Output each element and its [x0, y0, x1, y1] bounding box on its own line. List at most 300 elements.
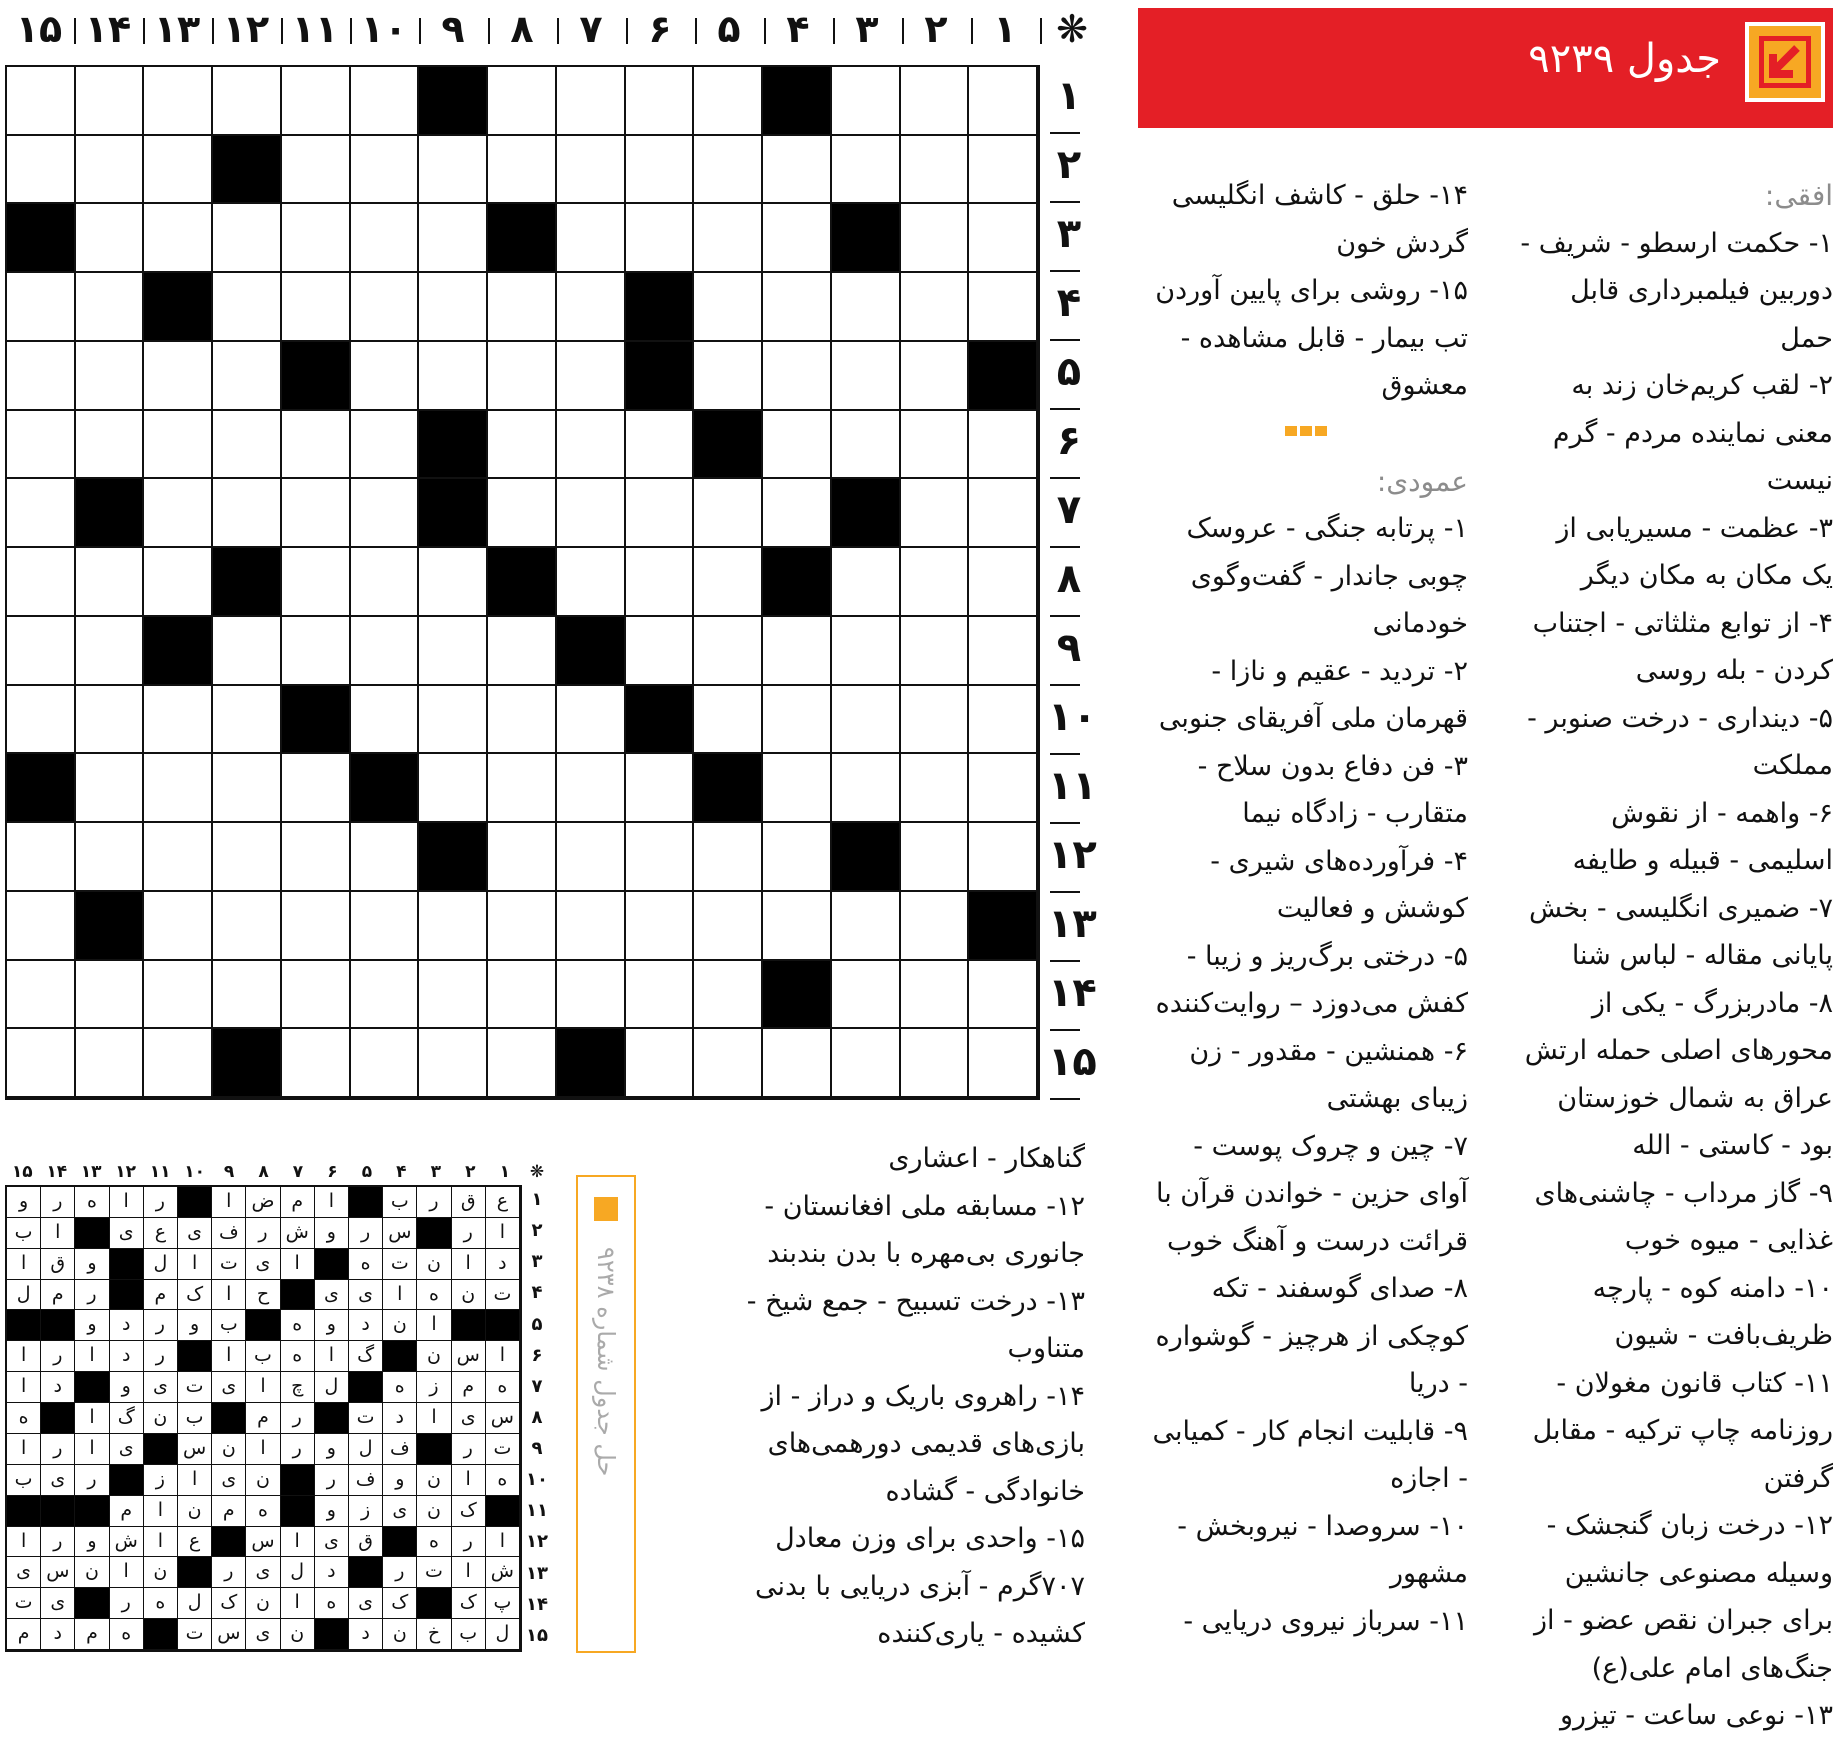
- grid-cell[interactable]: [832, 961, 901, 1030]
- column-divider: [695, 18, 697, 44]
- grid-cell[interactable]: [213, 204, 282, 273]
- solution-cell: ب: [7, 1218, 41, 1249]
- grid-cell[interactable]: [144, 754, 213, 823]
- grid-cell[interactable]: [557, 754, 626, 823]
- grid-cell[interactable]: [76, 411, 145, 480]
- grid-cell[interactable]: [901, 823, 970, 892]
- grid-cell[interactable]: [419, 892, 488, 961]
- solution-row-number: ۵: [531, 1313, 543, 1335]
- solution-cell: د: [315, 1557, 349, 1588]
- grid-cell[interactable]: [76, 204, 145, 273]
- grid-cell[interactable]: [626, 67, 695, 136]
- grid-cell[interactable]: [626, 136, 695, 205]
- grid-cell-blocked: [832, 479, 901, 548]
- grid-cell[interactable]: [7, 136, 76, 205]
- grid-cell[interactable]: [763, 823, 832, 892]
- grid-cell[interactable]: [488, 961, 557, 1030]
- solution-cell: ا: [383, 1280, 417, 1311]
- solution-cell: د: [349, 1619, 383, 1650]
- grid-cell[interactable]: [351, 617, 420, 686]
- grid-cell[interactable]: [832, 617, 901, 686]
- solution-cell: ب: [246, 1341, 280, 1372]
- grid-cell[interactable]: [282, 961, 351, 1030]
- solution-cell: س: [383, 1218, 417, 1249]
- solution-cell-blocked: [7, 1310, 41, 1341]
- grid-cell[interactable]: [213, 342, 282, 411]
- grid-cell[interactable]: [763, 479, 832, 548]
- grid-cell[interactable]: [144, 892, 213, 961]
- solution-label-box: [576, 1175, 636, 1653]
- grid-cell[interactable]: [351, 67, 420, 136]
- grid-cell[interactable]: [763, 754, 832, 823]
- grid-cell[interactable]: [488, 892, 557, 961]
- grid-cell-blocked: [557, 1029, 626, 1098]
- solution-cell-blocked: [178, 1341, 212, 1372]
- grid-cell[interactable]: [557, 273, 626, 342]
- solution-cell: ر: [315, 1465, 349, 1496]
- column-divider: [281, 18, 283, 44]
- grid-cell[interactable]: [144, 204, 213, 273]
- grid-cell[interactable]: [969, 823, 1038, 892]
- solution-cell: ب: [452, 1619, 486, 1650]
- grid-cell[interactable]: [969, 273, 1038, 342]
- solution-cell-blocked: [315, 1249, 349, 1280]
- grid-cell[interactable]: [901, 273, 970, 342]
- grid-cell[interactable]: [557, 686, 626, 755]
- grid-column-number: ۵: [717, 7, 741, 51]
- grid-cell[interactable]: [419, 617, 488, 686]
- solution-cell: ا: [486, 1341, 520, 1372]
- grid-cell[interactable]: [213, 754, 282, 823]
- grid-cell[interactable]: [488, 342, 557, 411]
- grid-cell[interactable]: [626, 548, 695, 617]
- row-divider: [1050, 270, 1080, 272]
- grid-cell[interactable]: [351, 411, 420, 480]
- solution-cell: ا: [212, 1280, 246, 1311]
- grid-cell[interactable]: [694, 342, 763, 411]
- grid-cell[interactable]: [282, 892, 351, 961]
- grid-cell[interactable]: [694, 1029, 763, 1098]
- grid-cell[interactable]: [901, 411, 970, 480]
- solution-cell: ر: [417, 1187, 451, 1218]
- grid-cell[interactable]: [832, 892, 901, 961]
- across-clue: ۱۵- روشی برای پایین آوردن تب بیمار - قابل مشاهده - معشوق: [1155, 275, 1468, 401]
- grid-cell[interactable]: [969, 479, 1038, 548]
- solution-column-number: ۸: [258, 1162, 269, 1182]
- grid-cell[interactable]: [419, 548, 488, 617]
- grid-cell[interactable]: [282, 754, 351, 823]
- grid-cell[interactable]: [901, 686, 970, 755]
- solution-cell: ر: [452, 1218, 486, 1249]
- solution-cell: گ: [349, 1341, 383, 1372]
- grid-cell[interactable]: [351, 136, 420, 205]
- grid-cell[interactable]: [969, 961, 1038, 1030]
- grid-cell[interactable]: [763, 686, 832, 755]
- grid-cell[interactable]: [213, 67, 282, 136]
- grid-cell[interactable]: [419, 273, 488, 342]
- solution-cell-blocked: [178, 1557, 212, 1588]
- grid-cell-blocked: [763, 548, 832, 617]
- solution-cell-blocked: [212, 1403, 246, 1434]
- grid-cell[interactable]: [213, 617, 282, 686]
- grid-cell[interactable]: [488, 411, 557, 480]
- grid-cell[interactable]: [901, 67, 970, 136]
- grid-cell[interactable]: [351, 342, 420, 411]
- grid-cell[interactable]: [832, 548, 901, 617]
- grid-cell[interactable]: [76, 823, 145, 892]
- solution-cell: ا: [7, 1434, 41, 1465]
- grid-cell[interactable]: [488, 273, 557, 342]
- grid-cell[interactable]: [76, 273, 145, 342]
- grid-cell[interactable]: [144, 67, 213, 136]
- grid-cell[interactable]: [763, 342, 832, 411]
- grid-cell[interactable]: [7, 686, 76, 755]
- grid-cell[interactable]: [694, 479, 763, 548]
- grid-cell[interactable]: [557, 961, 626, 1030]
- solution-cell-blocked: [75, 1218, 109, 1249]
- grid-cell[interactable]: [351, 273, 420, 342]
- solution-row-number: ۷: [531, 1375, 543, 1397]
- down-clue: ۷- چین و چروک پوست - آوای حزین - خواندن قرآن با قرائت درست و آهنگ خوب: [1155, 1130, 1468, 1257]
- solution-cell: ه: [144, 1588, 178, 1619]
- grid-cell[interactable]: [557, 892, 626, 961]
- grid-cell[interactable]: [76, 548, 145, 617]
- across-clue: ۱۱- کتاب قانون مغولان - روزنامه چاپ ترکیه - مقابل گرفتن: [1532, 1367, 1833, 1494]
- grid-cell[interactable]: [76, 342, 145, 411]
- grid-column-number: ۱۰: [360, 7, 408, 51]
- row-divider: [1050, 684, 1080, 686]
- grid-cell[interactable]: [7, 892, 76, 961]
- grid-cell-blocked: [694, 754, 763, 823]
- solution-cell: ا: [417, 1403, 451, 1434]
- grid-cell[interactable]: [832, 67, 901, 136]
- grid-cell[interactable]: [626, 892, 695, 961]
- grid-cell[interactable]: [694, 961, 763, 1030]
- grid-cell[interactable]: [351, 823, 420, 892]
- grid-cell[interactable]: [626, 754, 695, 823]
- solution-cell: ه: [315, 1588, 349, 1619]
- grid-cell[interactable]: [282, 479, 351, 548]
- solution-cell: ی: [41, 1465, 75, 1496]
- grid-cell[interactable]: [626, 617, 695, 686]
- grid-cell[interactable]: [76, 961, 145, 1030]
- grid-cell[interactable]: [351, 892, 420, 961]
- grid-cell[interactable]: [213, 273, 282, 342]
- grid-cell[interactable]: [626, 411, 695, 480]
- grid-cell[interactable]: [76, 1029, 145, 1098]
- grid-cell-blocked: [694, 411, 763, 480]
- solution-column-number: ۲: [465, 1162, 476, 1182]
- grid-cell[interactable]: [213, 961, 282, 1030]
- solution-cell: ر: [452, 1434, 486, 1465]
- grid-cell[interactable]: [282, 411, 351, 480]
- grid-cell[interactable]: [763, 1029, 832, 1098]
- grid-cell[interactable]: [351, 686, 420, 755]
- grid-cell[interactable]: [7, 479, 76, 548]
- grid-cell[interactable]: [901, 961, 970, 1030]
- grid-cell[interactable]: [7, 617, 76, 686]
- down-clue: ۹- قابلیت انجام کار - کمیابی - اجازه: [1152, 1415, 1468, 1494]
- grid-cell[interactable]: [351, 961, 420, 1030]
- grid-cell[interactable]: [213, 892, 282, 961]
- grid-cell[interactable]: [901, 1029, 970, 1098]
- grid-cell[interactable]: [488, 823, 557, 892]
- grid-cell[interactable]: [694, 823, 763, 892]
- grid-cell[interactable]: [419, 204, 488, 273]
- grid-cell[interactable]: [351, 204, 420, 273]
- grid-cell[interactable]: [694, 892, 763, 961]
- solution-cell: ا: [315, 1341, 349, 1372]
- solution-row-number: ۱۲: [526, 1531, 548, 1553]
- grid-cell[interactable]: [7, 342, 76, 411]
- grid-cell[interactable]: [969, 1029, 1038, 1098]
- solution-corner-symbol: ❋: [529, 1162, 545, 1182]
- across-clue: ۱۲- درخت زبان گنجشک - وسیله مصنوعی جانشین برای جبران نقص عضو - از جنگ‌های امام علی(ع): [1533, 1510, 1833, 1684]
- grid-cell[interactable]: [969, 136, 1038, 205]
- down-clue: ۱۰- سروصدا - نیروبخش - مشهور: [1177, 1510, 1468, 1589]
- grid-cell[interactable]: [351, 548, 420, 617]
- solution-cell: ا: [41, 1218, 75, 1249]
- solution-cell: ا: [75, 1341, 109, 1372]
- across-clues: [1518, 172, 1833, 1740]
- solution-cell: ا: [7, 1249, 41, 1280]
- row-divider: [1050, 1029, 1080, 1031]
- solution-cell: ب: [212, 1310, 246, 1341]
- grid-cell[interactable]: [763, 892, 832, 961]
- solution-cell: ه: [486, 1465, 520, 1496]
- solution-cell: ا: [144, 1496, 178, 1527]
- grid-cell[interactable]: [144, 1029, 213, 1098]
- grid-cell[interactable]: [144, 823, 213, 892]
- grid-cell[interactable]: [488, 136, 557, 205]
- grid-cell[interactable]: [282, 204, 351, 273]
- solution-row-number: ۸: [531, 1406, 543, 1428]
- solution-cell: ح: [246, 1280, 280, 1311]
- grid-cell[interactable]: [763, 411, 832, 480]
- grid-cell[interactable]: [7, 961, 76, 1030]
- down-clue: ۱۳- درخت تسبیح - جمع شیخ - متناوب: [746, 1285, 1085, 1364]
- solution-cell: ی: [7, 1557, 41, 1588]
- grid-cell[interactable]: [144, 136, 213, 205]
- grid-cell[interactable]: [488, 686, 557, 755]
- grid-cell[interactable]: [763, 204, 832, 273]
- row-divider: [1050, 753, 1080, 755]
- grid-cell[interactable]: [419, 136, 488, 205]
- grid-cell[interactable]: [76, 617, 145, 686]
- grid-cell[interactable]: [901, 479, 970, 548]
- grid-cell[interactable]: [763, 273, 832, 342]
- solution-cell: د: [383, 1403, 417, 1434]
- solution-cell: ی: [212, 1372, 246, 1403]
- grid-cell[interactable]: [488, 67, 557, 136]
- grid-cell[interactable]: [694, 67, 763, 136]
- grid-cell[interactable]: [282, 823, 351, 892]
- grid-cell[interactable]: [626, 1029, 695, 1098]
- solution-column-number: ۱۱: [149, 1162, 171, 1182]
- grid-row-number: ۸: [1056, 556, 1082, 602]
- solution-row-number: ۱: [531, 1189, 543, 1210]
- grid-cell[interactable]: [76, 754, 145, 823]
- solution-cell-blocked: [7, 1496, 41, 1527]
- solution-cell: ش: [110, 1527, 144, 1558]
- grid-cell[interactable]: [7, 273, 76, 342]
- grid-cell[interactable]: [144, 479, 213, 548]
- grid-cell[interactable]: [832, 686, 901, 755]
- grid-cell[interactable]: [969, 411, 1038, 480]
- solution-cell: د: [41, 1372, 75, 1403]
- row-divider: [1050, 477, 1080, 479]
- grid-cell[interactable]: [213, 686, 282, 755]
- grid-cell[interactable]: [626, 823, 695, 892]
- grid-cell[interactable]: [694, 204, 763, 273]
- grid-cell[interactable]: [419, 342, 488, 411]
- grid-cell[interactable]: [901, 204, 970, 273]
- solution-cell: ل: [281, 1557, 315, 1588]
- grid-cell[interactable]: [351, 1029, 420, 1098]
- grid-cell[interactable]: [557, 479, 626, 548]
- grid-column-number: ۳: [855, 7, 879, 51]
- solution-cell-blocked: [452, 1310, 486, 1341]
- grid-cell[interactable]: [901, 892, 970, 961]
- grid-row-number: ۲: [1056, 142, 1082, 188]
- grid-cell[interactable]: [488, 617, 557, 686]
- grid-cell[interactable]: [763, 136, 832, 205]
- grid-cell[interactable]: [419, 961, 488, 1030]
- grid-cell[interactable]: [969, 686, 1038, 755]
- grid-cell[interactable]: [144, 548, 213, 617]
- grid-cell[interactable]: [282, 617, 351, 686]
- grid-cell[interactable]: [694, 548, 763, 617]
- grid-cell[interactable]: [419, 754, 488, 823]
- grid-cell[interactable]: [557, 204, 626, 273]
- grid-cell[interactable]: [694, 273, 763, 342]
- column-divider: [557, 18, 559, 44]
- grid-cell[interactable]: [282, 273, 351, 342]
- grid-cell-blocked: [557, 617, 626, 686]
- across-clue: ۱- حکمت ارسطو - شریف - دوربین فیلمبرداری قابل حمل: [1520, 227, 1833, 354]
- grid-cell[interactable]: [488, 479, 557, 548]
- grid-cell[interactable]: [969, 548, 1038, 617]
- grid-cell[interactable]: [557, 342, 626, 411]
- grid-cell[interactable]: [832, 411, 901, 480]
- grid-column-number: ۱۲: [222, 7, 270, 51]
- grid-cell[interactable]: [213, 823, 282, 892]
- grid-cell[interactable]: [832, 1029, 901, 1098]
- grid-cell[interactable]: [969, 67, 1038, 136]
- grid-cell[interactable]: [144, 411, 213, 480]
- solution-cell: ر: [383, 1557, 417, 1588]
- grid-cell[interactable]: [969, 617, 1038, 686]
- solution-cell-blocked: [486, 1496, 520, 1527]
- grid-cell[interactable]: [76, 67, 145, 136]
- grid-cell[interactable]: [901, 548, 970, 617]
- row-divider: [1050, 201, 1080, 203]
- grid-cell[interactable]: [626, 479, 695, 548]
- grid-cell[interactable]: [557, 67, 626, 136]
- grid-cell[interactable]: [488, 754, 557, 823]
- solution-cell: ی: [246, 1619, 280, 1650]
- grid-cell[interactable]: [76, 136, 145, 205]
- solution-cell: ن: [281, 1619, 315, 1650]
- grid-cell[interactable]: [901, 342, 970, 411]
- grid-cell[interactable]: [144, 686, 213, 755]
- grid-cell[interactable]: [832, 342, 901, 411]
- grid-cell[interactable]: [901, 754, 970, 823]
- grid-cell[interactable]: [969, 204, 1038, 273]
- grid-cell[interactable]: [694, 136, 763, 205]
- grid-cell[interactable]: [832, 754, 901, 823]
- grid-cell[interactable]: [282, 136, 351, 205]
- grid-cell[interactable]: [557, 548, 626, 617]
- solution-cell: ق: [349, 1527, 383, 1558]
- grid-cell[interactable]: [282, 67, 351, 136]
- grid-cell[interactable]: [76, 686, 145, 755]
- grid-cell[interactable]: [557, 136, 626, 205]
- grid-cell[interactable]: [557, 411, 626, 480]
- down-clues-continued: [685, 1135, 1085, 1658]
- grid-cell-blocked: [144, 617, 213, 686]
- solution-cell: ر: [75, 1465, 109, 1496]
- grid-cell[interactable]: [144, 961, 213, 1030]
- down-clue: ۱۴- راهروی باریک و دراز - از بازی‌های قدیمی دورهمی‌های خانوادگی - گشاده: [761, 1380, 1085, 1507]
- grid-cell[interactable]: [282, 1029, 351, 1098]
- solution-cell: ل: [178, 1588, 212, 1619]
- column-numbers: [5, 4, 1105, 54]
- solution-cell: ا: [178, 1465, 212, 1496]
- grid-cell[interactable]: [901, 136, 970, 205]
- grid-cell[interactable]: [626, 961, 695, 1030]
- grid-cell[interactable]: [488, 1029, 557, 1098]
- solution-cell: ض: [246, 1187, 280, 1218]
- grid-cell[interactable]: [832, 136, 901, 205]
- grid-cell[interactable]: [7, 1029, 76, 1098]
- grid-cell[interactable]: [351, 479, 420, 548]
- grid-cell[interactable]: [7, 823, 76, 892]
- grid-cell[interactable]: [213, 479, 282, 548]
- solution-cell-blocked: [75, 1496, 109, 1527]
- solution-label: حل جدول شماره ۹۲۳۸: [592, 1247, 620, 1477]
- solution-row-number: ۱۴: [526, 1593, 548, 1615]
- grid-cell[interactable]: [7, 67, 76, 136]
- grid-cell[interactable]: [7, 548, 76, 617]
- grid-cell[interactable]: [694, 686, 763, 755]
- grid-cell[interactable]: [419, 1029, 488, 1098]
- grid-cell[interactable]: [7, 411, 76, 480]
- solution-cell: ت: [178, 1619, 212, 1650]
- solution-cell: ر: [41, 1527, 75, 1558]
- grid-cell[interactable]: [969, 754, 1038, 823]
- down-clue: ۲- تردید - عقیم و نازا - قهرمان ملی آفریقای جنوبی: [1158, 655, 1468, 734]
- grid-cell[interactable]: [694, 617, 763, 686]
- grid-cell[interactable]: [626, 204, 695, 273]
- grid-cell[interactable]: [282, 548, 351, 617]
- grid-cell[interactable]: [832, 273, 901, 342]
- solution-cell: ن: [417, 1496, 451, 1527]
- grid-cell[interactable]: [557, 823, 626, 892]
- row-divider: [1050, 339, 1080, 341]
- solution-cell: ر: [41, 1434, 75, 1465]
- grid-cell[interactable]: [763, 617, 832, 686]
- grid-cell[interactable]: [144, 342, 213, 411]
- grid-cell-blocked: [213, 548, 282, 617]
- grid-cell[interactable]: [901, 617, 970, 686]
- solution-column-number: ۶: [327, 1162, 338, 1182]
- solution-cell: و: [75, 1310, 109, 1341]
- grid-cell[interactable]: [419, 686, 488, 755]
- grid-row-number: ۴: [1056, 280, 1082, 326]
- row-divider: [1050, 891, 1080, 893]
- grid-cell[interactable]: [213, 411, 282, 480]
